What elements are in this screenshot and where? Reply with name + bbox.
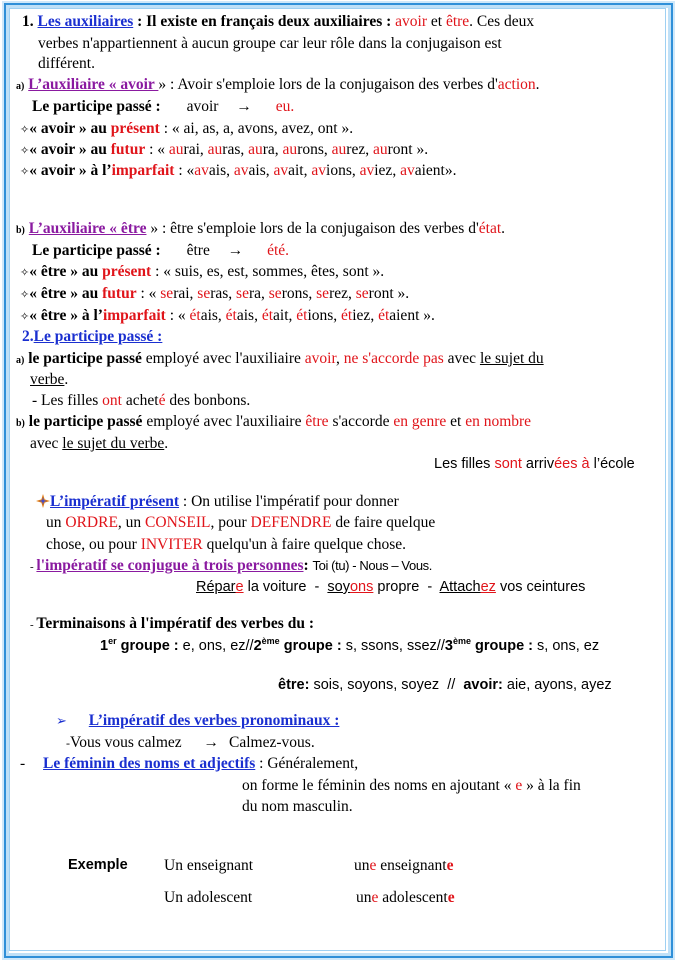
pronominaux-title: L’impératif des verbes pronominaux : — [88, 712, 340, 729]
group-endings: s, ons, ez — [533, 638, 600, 654]
tense-imparfait: imparfait — [111, 162, 175, 179]
text: « avoir » au — [29, 141, 111, 158]
group-label: groupe : — [116, 638, 179, 654]
text: achet — [121, 392, 159, 409]
text: enseignant — [376, 857, 447, 874]
label-avoir: avoir: — [463, 677, 503, 693]
text: , pour — [210, 514, 251, 531]
etre-heading — [16, 219, 505, 240]
etre-participe — [32, 241, 289, 260]
label-etre: être: — [278, 677, 310, 693]
conjugaison-title: l'impératif se conjugue à trois personnes — [36, 557, 304, 574]
group-label: groupe : — [470, 638, 533, 654]
stem: au — [168, 141, 184, 158]
stem: au — [372, 141, 388, 158]
group-endings: s, ssons, ssez// — [341, 638, 445, 654]
text: : « — [145, 141, 169, 158]
text: le participe passé — [28, 413, 143, 430]
word-ne-saccorde-pas: ne s'accorde pas — [343, 350, 444, 367]
stem: ét — [341, 307, 353, 324]
ending: e — [235, 579, 244, 595]
section-title-auxiliaires: Les auxiliaires — [37, 13, 134, 30]
tense-imparfait: imparfait — [102, 307, 166, 324]
ending: rez — [346, 141, 366, 158]
word-verbe: verbe — [30, 371, 65, 388]
stem: se — [316, 285, 330, 302]
stem: au — [331, 141, 347, 158]
tense-futur: futur — [102, 285, 137, 302]
ending: ions — [307, 307, 334, 324]
word-inviter: INVITER — [140, 536, 203, 553]
text: arriv — [521, 456, 555, 472]
example-label: Exemple — [68, 857, 128, 873]
ending: ées — [554, 456, 578, 472]
word-ordre: ORDRE — [65, 514, 118, 531]
ending: ais — [208, 162, 227, 179]
tense-present: présent — [102, 263, 152, 280]
word-en-genre: en genre — [393, 413, 447, 430]
avoir-futur: ✧« avoir » au futur : « aurai, auras, aura, aurons, aurez, auront ». — [20, 141, 429, 158]
word-ont: ont — [102, 392, 122, 409]
ending: aient — [414, 162, 445, 179]
section-number: 1. — [22, 13, 34, 30]
text: « avoir » à l’ — [29, 162, 112, 179]
diamond-bullet-icon: ✧ — [20, 145, 30, 157]
stem: au — [282, 141, 298, 158]
ending: ais — [200, 307, 218, 324]
ending: ras — [210, 285, 229, 302]
list-marker: b) — [16, 225, 25, 236]
text: Répar — [196, 579, 236, 595]
ending: ions — [326, 162, 352, 179]
etre-imparfait: ✧« être » à l’imparfait : « étais, étais, était, étions, étiez, étaient ». — [20, 307, 435, 324]
participe-example-1 — [32, 391, 250, 410]
ending: ras — [222, 141, 241, 158]
diamond-bullet-icon: ✧ — [20, 267, 30, 279]
letter-e: e — [371, 889, 379, 906]
word-etre: être — [305, 413, 329, 430]
text: employé avec l'auxiliaire — [142, 413, 306, 430]
text: : — [303, 557, 313, 574]
pronominaux-example — [66, 733, 315, 753]
text: « avoir » au — [29, 120, 111, 137]
ending: ait — [288, 162, 304, 179]
word-sujet: le sujet du — [479, 350, 544, 367]
text: : « — [174, 162, 195, 179]
text: ». — [412, 141, 429, 158]
terminaisons-heading — [30, 614, 314, 635]
letter-e: e — [447, 889, 455, 906]
word-sujet: le sujet du verbe — [62, 435, 165, 452]
participe-value: eu. — [275, 98, 295, 115]
ending: ra — [248, 285, 262, 302]
avoir-participe — [32, 97, 294, 116]
terminaisons-groups — [100, 637, 599, 656]
text: « être » au — [29, 263, 103, 280]
text: Calmez-vous. — [229, 734, 315, 751]
star-bullet-icon — [36, 494, 50, 508]
text: : « ai, as, a, avons, avez, ont ». — [159, 120, 354, 137]
text: avec — [443, 350, 480, 367]
text: : Il existe en français deux auxiliaires : — [133, 13, 396, 30]
ending: ons — [349, 579, 374, 595]
group-number: 1 — [100, 638, 109, 654]
ending: rez — [329, 285, 348, 302]
group-label: groupe : — [279, 638, 342, 654]
forms-avoir: aie, ayons, ayez — [502, 677, 612, 693]
feminin-line-2 — [242, 776, 581, 795]
text: - — [30, 619, 37, 631]
example-masculine-2: Un adolescent — [164, 889, 253, 906]
stem: se — [236, 285, 249, 302]
example-feminine-2 — [356, 888, 455, 907]
stem: av — [400, 162, 415, 179]
imperatif-line-3 — [46, 535, 406, 554]
diamond-bullet-icon: ✧ — [20, 124, 30, 136]
text: avoir — [186, 98, 219, 115]
word-en-nombre: en nombre — [465, 413, 532, 430]
ending: é — [158, 392, 166, 409]
text: un — [46, 514, 66, 531]
list-marker: a) — [16, 81, 25, 92]
word-action: action — [497, 76, 536, 93]
etre-avoir-imperatif — [278, 676, 612, 695]
diamond-bullet-icon: ✧ — [20, 289, 30, 301]
etre-title: L’auxiliaire « être — [28, 220, 147, 237]
imperatif-conjugaison — [30, 556, 432, 577]
diamond-bullet-icon: ✧ — [20, 166, 30, 178]
stem: ét — [225, 307, 237, 324]
ending: ais — [248, 162, 266, 179]
ending: ront — [368, 285, 394, 302]
text: vos ceintures — [495, 579, 586, 595]
ending: rai — [173, 285, 190, 302]
text: un — [354, 857, 370, 874]
text: quelqu'un à faire quelque chose. — [202, 536, 407, 553]
text: - — [20, 755, 26, 772]
ending: ront — [387, 141, 413, 158]
stem: av — [233, 162, 249, 179]
text: : Généralement, — [255, 755, 359, 772]
stem: ét — [378, 307, 390, 324]
word-a: à — [581, 456, 590, 472]
forms-etre: sois, soyons, soyez — [309, 677, 440, 693]
word-defendre: DEFENDRE — [250, 514, 332, 531]
etre-futur: ✧« être » au futur : « serai, seras, sera, serons, serez, seront ». — [20, 285, 410, 302]
letter-e: e — [369, 857, 377, 874]
text: on forme le féminin des noms en ajoutant « — [242, 777, 516, 794]
stem: av — [194, 162, 209, 179]
stem: av — [273, 162, 289, 179]
right-arrow-icon: → — [203, 734, 220, 751]
group-number: 2 — [253, 638, 262, 654]
text: Attach — [439, 579, 481, 595]
example-feminine-1 — [354, 856, 453, 875]
ending: rons — [281, 285, 309, 302]
stem: se — [197, 285, 211, 302]
ordinal: ème — [261, 636, 280, 647]
etre-present — [20, 262, 384, 283]
section-title-participe: Le participe passé : — [33, 328, 163, 345]
ending: rons — [297, 141, 324, 158]
text: des bonbons. — [165, 392, 251, 409]
separator: // — [439, 677, 464, 693]
diamond-bullet-icon: ✧ — [20, 311, 30, 323]
text: . — [164, 435, 169, 452]
stem: ét — [296, 307, 308, 324]
group-endings: e, ons, ez// — [178, 638, 254, 654]
text: Les filles — [41, 392, 103, 409]
avoir-title: L’auxiliaire « avoir — [28, 76, 159, 93]
avoir-imparfait: ✧« avoir » à l’imparfait : «avais, avais, avait, avions, aviez, avaient». — [20, 162, 457, 179]
participe-example-2 — [434, 455, 635, 474]
triangle-arrow-icon: ➢ — [56, 713, 67, 728]
right-arrow-icon: → — [236, 98, 252, 115]
stem: au — [248, 141, 263, 158]
text: s'accorde — [328, 413, 394, 430]
text: . — [501, 220, 506, 237]
text: être — [186, 242, 210, 259]
text: et — [446, 413, 466, 430]
text: chose, ou pour — [46, 536, 141, 553]
text: . — [64, 371, 69, 388]
letter-e: e — [446, 857, 454, 874]
text: : On utilise l'impératif pour donner — [179, 493, 399, 510]
tense-present: présent — [110, 120, 160, 137]
imperatif-title: L’impératif présent — [50, 493, 180, 510]
word-etat: état — [478, 220, 502, 237]
feminin-heading — [20, 754, 358, 773]
participe-label: Le participe passé : — [32, 98, 161, 115]
text: ». — [419, 307, 435, 324]
text: : « suis, es, est, sommes, êtes, sont ». — [151, 263, 385, 280]
right-arrow-icon: → — [227, 242, 244, 259]
ending: iez — [374, 162, 393, 179]
stem: av — [311, 162, 327, 179]
ending: aient — [389, 307, 420, 324]
participe-rule-a-cont — [30, 370, 68, 389]
word-etre: être — [445, 13, 470, 30]
auxiliaires-line-2: verbes n'appartiennent à aucun groupe car leur rôle dans la conjugaison est — [38, 35, 502, 52]
text: , un — [117, 514, 146, 531]
auxiliaires-line-1 — [22, 12, 534, 31]
text: un — [356, 889, 372, 906]
text: « être » au — [29, 285, 103, 302]
list-marker: a) — [16, 355, 25, 366]
stem: se — [355, 285, 369, 302]
stem: au — [207, 141, 223, 158]
ending: ra — [262, 141, 275, 158]
stem: av — [359, 162, 375, 179]
ordinal: er — [108, 636, 117, 647]
ending: rai — [183, 141, 200, 158]
feminin-title: Le féminin des noms et adjectifs — [43, 755, 256, 772]
participe-rule-a — [16, 349, 544, 370]
text: : « — [136, 285, 161, 302]
text: ». — [444, 162, 457, 179]
imperatif-heading — [36, 492, 399, 511]
text: - — [30, 561, 37, 573]
text: , — [336, 350, 344, 367]
ending: ez — [480, 579, 496, 595]
text: « être » à l’ — [29, 307, 103, 324]
feminin-line-3: du nom masculin. — [242, 798, 353, 815]
word-conseil: CONSEIL — [145, 514, 211, 531]
imperatif-line-2 — [46, 513, 435, 532]
text: adolescent — [378, 889, 448, 906]
list-marker: b) — [16, 418, 25, 429]
participe-value: été. — [267, 242, 290, 259]
text: . — [535, 76, 540, 93]
text: » : être s'emploie lors de la conjugaison des verbes d' — [146, 220, 479, 237]
text: propre — [373, 579, 420, 595]
ordinal: ème — [452, 636, 471, 647]
text: employé avec l'auxiliaire — [141, 350, 305, 367]
text: ». — [393, 285, 410, 302]
text: soy — [327, 579, 350, 595]
participe-heading — [22, 327, 162, 346]
persons: Toi (tu) - Nous – Vous. — [312, 558, 432, 573]
avoir-heading — [16, 75, 540, 96]
participe-rule-b-cont — [30, 434, 168, 453]
letter-e: e — [515, 777, 523, 794]
auxiliaires-line-3: différent. — [38, 55, 95, 72]
pronominaux-heading — [56, 711, 339, 730]
word-sont: sont — [494, 456, 522, 472]
word-avoir: avoir — [395, 13, 427, 30]
ending: iez — [352, 307, 371, 324]
text: - — [32, 392, 42, 409]
text: Vous vous calmez — [70, 734, 182, 751]
group-number: 3 — [444, 638, 453, 654]
text: et — [427, 13, 446, 30]
word-avoir: avoir — [304, 350, 336, 367]
terminaisons-title: Terminaisons à l'impératif des verbes du : — [36, 615, 314, 632]
stem: se — [268, 285, 282, 302]
separator: - — [306, 579, 328, 595]
text: - — [66, 736, 70, 750]
stem: ét — [189, 307, 201, 324]
ending: ait — [273, 307, 289, 324]
text: » : Avoir s'emploie lors de la conjugaison des verbes d' — [158, 76, 498, 93]
text: le participe passé — [28, 350, 142, 367]
text: l’école — [589, 456, 635, 472]
text: » à la fin — [522, 777, 581, 794]
section-number: 2. — [22, 328, 34, 345]
separator: - — [419, 579, 440, 595]
tense-futur: futur — [110, 141, 146, 158]
imperatif-examples — [196, 578, 585, 597]
text: : « — [165, 307, 190, 324]
example-masculine-1: Un enseignant — [164, 857, 254, 874]
ending: ais — [236, 307, 255, 324]
text: Les filles — [434, 456, 495, 472]
text: avec — [30, 435, 63, 452]
text: la voiture — [243, 579, 307, 595]
text: . Ces deux — [469, 13, 535, 30]
stem: se — [160, 285, 174, 302]
participe-label: Le participe passé : — [32, 242, 161, 259]
stem: ét — [261, 307, 274, 324]
text: de faire quelque — [331, 514, 436, 531]
avoir-present — [20, 119, 353, 140]
participe-rule-b — [16, 412, 531, 433]
